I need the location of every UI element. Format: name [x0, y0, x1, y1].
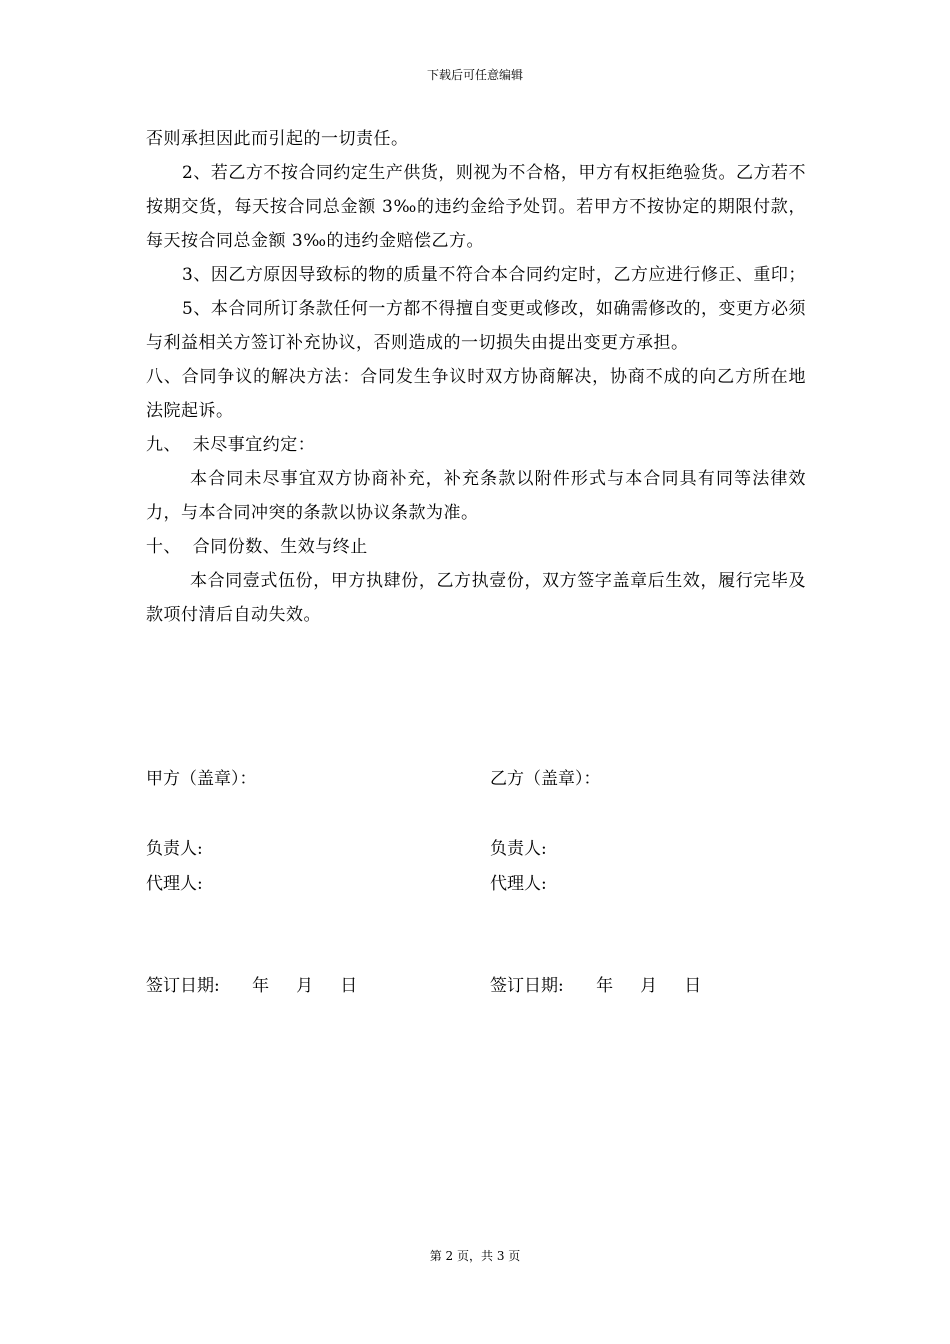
paragraph-clause-2: 2、若乙方不按合同约定生产供货，则视为不合格，甲方有权拒绝验货。乙方若不按期交货，每天按合同总金额 3‰的违约金给予处罚。若甲方不按协定的期限付款，每天按合同总金额 3‰的违约金赔偿乙方。: [146, 163, 806, 251]
party-a-agent-label: 代理人:: [146, 874, 203, 894]
party-a-sign-date: 签订日期: 年 月 日: [146, 976, 358, 996]
page-header: 下载后可任意编辑: [426, 68, 523, 82]
party-b-sign-date: 签订日期: 年 月 日: [490, 976, 702, 996]
party-a-seal-label: 甲方（盖章）：: [146, 769, 257, 789]
paragraph-clause-3: 3、因乙方原因导致标的物的质量不符合本合同约定时，乙方应进行修正、重印；: [182, 265, 806, 285]
paragraph-liability: 否则承担因此而引起的一切责任。: [146, 129, 409, 149]
party-b-agent-label: 代理人:: [490, 874, 547, 894]
section-9-heading: 九、 未尽事宜约定：: [146, 435, 316, 455]
paragraph-clause-5: 5、本合同所订条款任何一方都不得擅自变更或修改，如确需修改的，变更方必须与利益相关方签订补充协议，否则造成的一切损失由提出变更方承担。: [146, 299, 806, 353]
contract-body: [146, 122, 806, 632]
party-b-responsible-label: 负责人:: [490, 839, 547, 859]
section-9-text: 本合同未尽事宜双方协商补充，补充条款以附件形式与本合同具有同等法律效力，与本合同冲突的条款以协议条款为准。: [146, 469, 806, 523]
section-8-dispute-resolution: 八、合同争议的解决方法：合同发生争议时双方协商解决，协商不成的向乙方所在地法院起诉。: [146, 367, 806, 421]
party-a-responsible-label: 负责人:: [146, 839, 203, 859]
section-10-text: 本合同壹式伍份，甲方执肆份，乙方执壹份，双方签字盖章后生效，履行完毕及款项付清后自动失效。: [146, 571, 806, 625]
section-10-heading: 十、 合同份数、生效与终止: [146, 537, 368, 557]
party-b-seal-label: 乙方（盖章）：: [490, 769, 601, 789]
page-footer: 第 2 页，共 3 页: [429, 1249, 521, 1263]
